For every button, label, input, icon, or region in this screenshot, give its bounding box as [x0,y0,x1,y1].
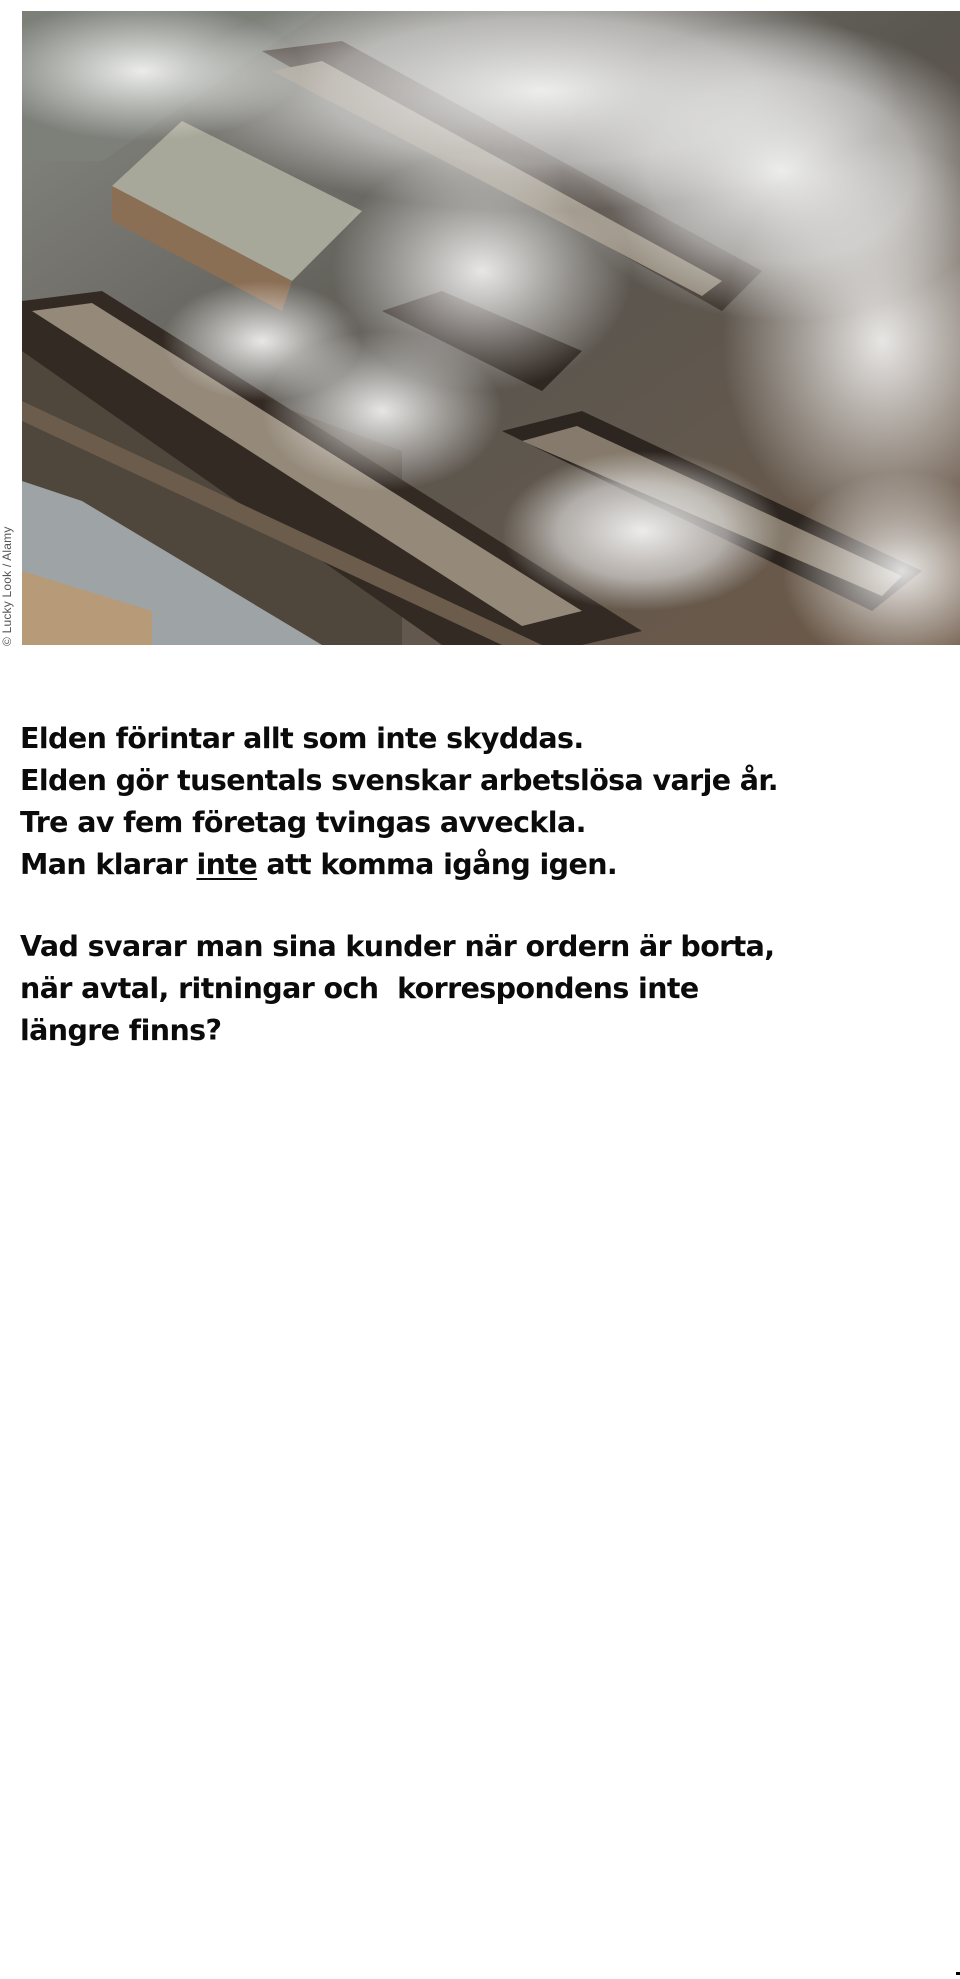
text-line: längre finns? [20,1014,222,1047]
text-line: Elden förintar allt som inte skyddas. [20,722,584,755]
paragraph-gap [20,886,920,926]
corner-mark [956,1972,960,1975]
text-fragment: Man klarar [20,848,197,881]
body-text [20,718,920,1052]
underlined-word: inte [196,848,258,881]
text-line: Elden gör tusentals svenskar arbetslösa varje år. [20,764,779,797]
text-line [20,844,920,886]
burned-building-photo [22,11,960,645]
text-fragment: att komma igång igen. [257,848,618,881]
text-line: Tre av fem företag tvingas avveckla. [20,806,586,839]
text-line: när avtal, ritningar och korrespondens inte [20,972,699,1005]
text-line: Vad svarar man sina kunder när ordern är borta, [20,930,775,963]
photo-credit: © Lucky Look / Alamy [0,526,14,646]
